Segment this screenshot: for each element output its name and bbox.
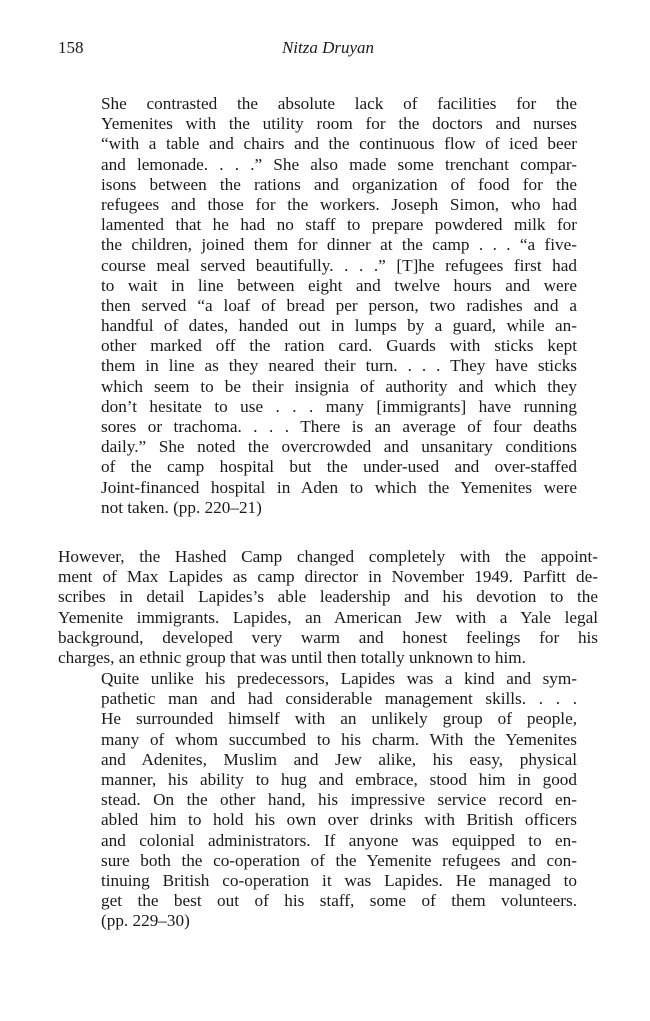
- quote-1-line: course meal served beautifully. . . .” [T]he refugees first had: [101, 255, 577, 275]
- quote-2-line: Quite unlike his predecessors, Lapides was a kind and sym-: [101, 669, 577, 688]
- quote-1-line: lamented that he had no staff to prepare powdered milk for: [101, 215, 577, 235]
- quote-2-citation: (pp. 229–30): [101, 911, 190, 931]
- quote-2-line: get the best out of his staff, some of them volunteers.: [101, 891, 577, 911]
- quote-2-line: tinuing British co-operation it was Lapides. He managed to: [101, 870, 577, 890]
- quote-2-line: pathetic man and had considerable management skills. . . .: [101, 689, 577, 709]
- page-number: 158: [58, 38, 84, 57]
- quote-2-line: and Adenites, Muslim and Jew alike, his easy, physical: [101, 749, 577, 769]
- quote-1-line: of the camp hospital but the under-used and over-staffed: [101, 457, 577, 477]
- quote-1-line: “with a table and chairs and the continuous flow of iced beer: [101, 134, 577, 154]
- quote-1-citation: not taken. (pp. 220–21): [101, 497, 262, 517]
- quote-1-line: don’t hesitate to use . . . many [immigrants] have running: [101, 396, 577, 416]
- quote-1-line: them in line as they neared their turn. . . . They have sticks: [101, 356, 577, 376]
- quote-2-line: many of whom succumbed to his charm. With the Yemenites: [101, 729, 577, 749]
- body-line: scribes in detail Lapides’s able leadership and his devotion to the: [58, 587, 598, 607]
- quote-1-line: the children, joined them for dinner at the camp . . . “a five-: [101, 235, 577, 255]
- body-line: However, the Hashed Camp changed completely with the appoint-: [58, 547, 598, 566]
- body-line: background, developed very warm and honest feelings for his: [58, 627, 598, 647]
- quote-1-line: Yemenites with the utility room for the doctors and nurses: [101, 114, 577, 134]
- quote-1-line: then served “a loaf of bread per person, two radishes and a: [101, 295, 577, 315]
- block-quote-1: [101, 94, 577, 518]
- page-header: [58, 38, 598, 62]
- quote-1-line: and lemonade. . . .” She also made some trenchant compar-: [101, 154, 577, 174]
- body-line: charges, an ethnic group that was until then totally unknown to him.: [58, 647, 526, 667]
- quote-1-line: refugees and those for the workers. Joseph Simon, who had: [101, 194, 577, 214]
- quote-1-line: handful of dates, handed out in lumps by a guard, while an-: [101, 316, 577, 336]
- quote-2-line: manner, his ability to hug and embrace, stood him in good: [101, 769, 577, 789]
- quote-2-line: He surrounded himself with an unlikely group of people,: [101, 709, 577, 729]
- body-paragraph: [58, 547, 598, 668]
- body-line: Yemenite immigrants. Lapides, an American Jew with a Yale legal: [58, 607, 598, 627]
- block-quote-2: [101, 669, 577, 931]
- quote-1-line: She contrasted the absolute lack of facilities for the: [101, 94, 577, 113]
- quote-1-line: other marked off the ration card. Guards with sticks kept: [101, 336, 577, 356]
- quote-2-line: sure both the co-operation of the Yemenite refugees and con-: [101, 850, 577, 870]
- quote-1-line: which seem to be their insignia of authority and which they: [101, 376, 577, 396]
- body-line: ment of Max Lapides as camp director in November 1949. Parfitt de-: [58, 567, 598, 587]
- quote-1-line: sores or trachoma. . . . There is an average of four deaths: [101, 417, 577, 436]
- quote-1-line: to wait in line between eight and twelve hours and were: [101, 275, 577, 295]
- quote-1-line: daily.” She noted the overcrowded and unsanitary conditions: [101, 437, 577, 457]
- quote-1-line: Joint-financed hospital in Aden to which the Yemenites were: [101, 477, 577, 497]
- quote-1-line: isons between the rations and organization of food for the: [101, 174, 577, 194]
- quote-2-line: abled him to hold his own over drinks with British officers: [101, 810, 577, 830]
- quote-2-line: and colonial administrators. If anyone was equipped to en-: [101, 830, 577, 850]
- running-head: Nitza Druyan: [281, 38, 375, 57]
- quote-2-line: stead. On the other hand, his impressive service record en-: [101, 790, 577, 810]
